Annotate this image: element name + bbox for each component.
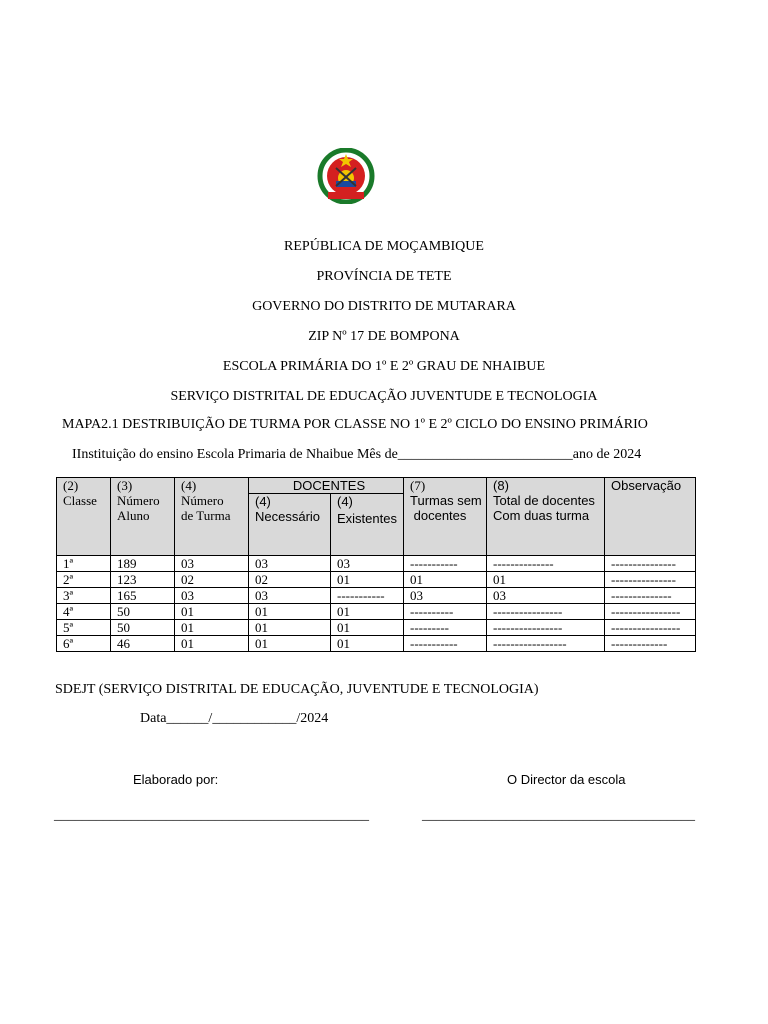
cell-turma: 01 xyxy=(175,636,249,652)
cell-classe: 4ª xyxy=(57,604,111,620)
institution-line: IInstituição do ensino Escola Primaria de Nhaibue Mês de_________________________ano de 2024 xyxy=(72,447,642,462)
sdejt-line: SDEJT (SERVIÇO DISTRITAL DE EDUCAÇÃO, JUVENTUDE E TECNOLOGIA) xyxy=(55,682,539,697)
cell-classe: 1ª xyxy=(57,556,111,572)
cell-necessario: 02 xyxy=(249,572,331,588)
signature-line-left: _____________________________________________ xyxy=(54,808,369,823)
header-existentes: (4) Existentes xyxy=(331,494,404,556)
cell-necessario: 03 xyxy=(249,588,331,604)
mapa-title: MAPA2.1 DESTRIBUIÇÃO DE TURMA POR CLASSE NO 1º E 2º CICLO DO ENSINO PRIMÁRIO xyxy=(62,417,648,432)
header-numero-turma: (4) Número de Turma xyxy=(175,478,249,556)
cell-observacao: ---------------- xyxy=(605,604,696,620)
header-total-docentes: (8) Total de docentes Com duas turma xyxy=(487,478,605,556)
cell-observacao: --------------- xyxy=(605,556,696,572)
cell-necessario: 03 xyxy=(249,556,331,572)
header-docentes: DOCENTES xyxy=(249,478,404,494)
distribution-table xyxy=(56,477,696,652)
cell-total: ----------------- xyxy=(487,636,605,652)
cell-total: 03 xyxy=(487,588,605,604)
cell-turmas-sem: 03 xyxy=(404,588,487,604)
emblem-ribbon xyxy=(328,192,364,199)
cell-classe: 2ª xyxy=(57,572,111,588)
cell-total: 01 xyxy=(487,572,605,588)
table-row xyxy=(57,604,696,620)
national-emblem xyxy=(316,148,376,204)
cell-necessario: 01 xyxy=(249,636,331,652)
cell-observacao: ---------------- xyxy=(605,620,696,636)
cell-turma: 01 xyxy=(175,620,249,636)
cell-observacao: --------------- xyxy=(605,572,696,588)
table-row xyxy=(57,620,696,636)
header-numero-aluno: (3) Número Aluno xyxy=(111,478,175,556)
cell-turma: 03 xyxy=(175,588,249,604)
elaborado-por-label: Elaborado por: xyxy=(133,772,219,787)
cell-observacao: -------------- xyxy=(605,588,696,604)
date-line: Data______/____________/2024 xyxy=(140,711,329,726)
cell-necessario: 01 xyxy=(249,604,331,620)
cell-existentes: 01 xyxy=(331,604,404,620)
cell-turmas-sem: 01 xyxy=(404,572,487,588)
cell-aluno: 46 xyxy=(111,636,175,652)
director-label: O Director da escola xyxy=(507,772,626,787)
table-row xyxy=(57,572,696,588)
cell-existentes: 01 xyxy=(331,636,404,652)
header-classe: (2) Classe xyxy=(57,478,111,556)
cell-classe: 6ª xyxy=(57,636,111,652)
cell-turmas-sem: ---------- xyxy=(404,604,487,620)
signature-line-right: _______________________________________ xyxy=(422,808,695,823)
cell-aluno: 165 xyxy=(111,588,175,604)
header-republic: REPÚBLICA DE MOÇAMBIQUE xyxy=(284,239,484,254)
table-row xyxy=(57,636,696,652)
table-row xyxy=(57,588,696,604)
header-turmas-sem-docentes: (7) Turmas sem docentes xyxy=(404,478,487,556)
cell-turma: 01 xyxy=(175,604,249,620)
table-row xyxy=(57,556,696,572)
header-observacao: Observação xyxy=(605,478,696,556)
cell-aluno: 50 xyxy=(111,620,175,636)
cell-turmas-sem: ----------- xyxy=(404,636,487,652)
cell-aluno: 50 xyxy=(111,604,175,620)
cell-classe: 5ª xyxy=(57,620,111,636)
cell-existentes: ----------- xyxy=(331,588,404,604)
cell-classe: 3ª xyxy=(57,588,111,604)
cell-turmas-sem: ----------- xyxy=(404,556,487,572)
header-zip: ZIP Nº 17 DE BOMPONA xyxy=(308,329,460,344)
cell-necessario: 01 xyxy=(249,620,331,636)
header-necessario: (4) Necessário xyxy=(249,494,331,556)
cell-existentes: 01 xyxy=(331,572,404,588)
table-header-row xyxy=(57,478,696,494)
cell-observacao: ------------- xyxy=(605,636,696,652)
cell-turmas-sem: --------- xyxy=(404,620,487,636)
header-service: SERVIÇO DISTRITAL DE EDUCAÇÃO JUVENTUDE E TECNOLOGIA xyxy=(170,389,598,404)
header-province: PROVÍNCIA DE TETE xyxy=(316,269,452,284)
cell-turma: 02 xyxy=(175,572,249,588)
cell-total: -------------- xyxy=(487,556,605,572)
cell-aluno: 123 xyxy=(111,572,175,588)
cell-turma: 03 xyxy=(175,556,249,572)
cell-existentes: 01 xyxy=(331,620,404,636)
cell-aluno: 189 xyxy=(111,556,175,572)
cell-existentes: 03 xyxy=(331,556,404,572)
header-government: GOVERNO DO DISTRITO DE MUTARARA xyxy=(252,299,516,314)
header-school: ESCOLA PRIMÁRIA DO 1º E 2º GRAU DE NHAIBUE xyxy=(222,359,546,374)
cell-total: ---------------- xyxy=(487,620,605,636)
cell-total: ---------------- xyxy=(487,604,605,620)
